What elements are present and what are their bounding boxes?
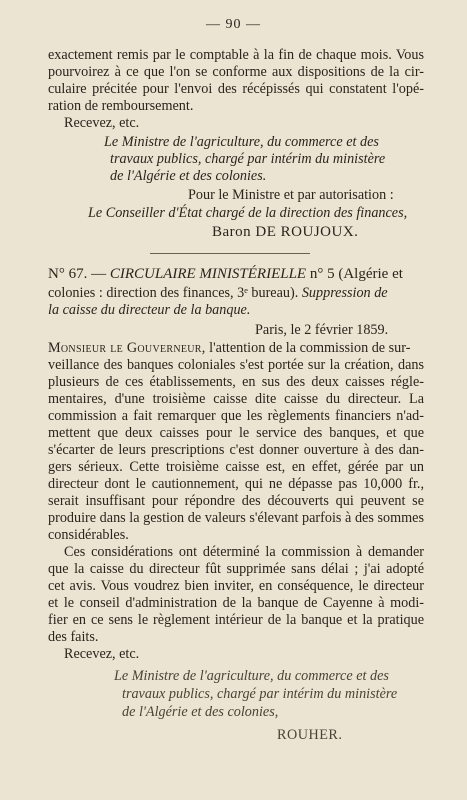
closing: Recevez, etc. [64,646,140,662]
text-line: veillance des banques coloniales s'est portée sur la création, dans [48,357,424,373]
signature: Baron DE ROUJOUX. [212,224,359,240]
circular-subheading [48,285,388,301]
minister-line: travaux publics, chargé par intérim du ministère [122,686,398,702]
text-line: commission a fait remarquer que les règlements financiers n'ad- [48,408,424,424]
salutation: Monsieur le Gouverneur, [48,340,206,356]
section-divider [150,253,310,254]
text-line: que la caisse du directeur fût supprimée sans délai ; j'ai adopté [48,561,424,577]
text-line: mentaires, d'une troisième caisse dite caisse du directeur. La [48,391,424,407]
minister-line: de l'Algérie et des colonies. [110,168,267,184]
text-line: culaire précitée pour l'envoi des récépissés qui constatent l'opé- [48,81,424,97]
circular-subject-cont: la caisse du directeur de la banque. [48,302,251,318]
para1-first-line [48,340,410,356]
text-line: serait insuffisant pour répondre des découverts qui peuvent se [48,493,424,509]
text-line: fier en ce sens le règlement intérieur de la banque et la pratique [48,612,424,628]
text-line: exactement remis par le comptable à la fin de chaque mois. Vous [48,47,424,63]
text-line: cet avis. Vous voudrez bien inviter, en conséquence, le directeur [48,578,424,594]
minister-line: travaux publics, chargé par intérim du ministère [110,151,386,167]
para1-first-text: l'attention de la commission de sur- [205,340,411,356]
circular-direction: colonies : direction des finances, 3ᵉ bureau). [48,285,302,301]
circular-title: CIRCULAIRE MINISTÉRIELLE [109,266,307,282]
page-number: — 90 — [206,17,261,32]
text-line: s'écarter de leurs prescriptions c'est donner ouverture à des dan- [48,442,424,458]
minister-line: Le Ministre de l'agriculture, du commerce et des [114,668,389,684]
minister-line: de l'Algérie et des colonies, [122,704,279,720]
text-line: gers sérieux. Cette troisième caisse est, en effet, gérée par un [48,459,424,475]
authorization-line: Pour le Ministre et par autorisation : [188,187,394,203]
heading-dash: — [87,266,110,282]
signature: ROUHER. [277,727,343,743]
text-line: pourvoirez à ce que l'on se conforme aux dispositions de la cir- [48,64,424,80]
closing: Recevez, etc. [64,115,140,131]
circular-number: N° 67. [48,266,88,282]
circular-subject: Suppression de [301,285,388,301]
text-line: considérables. [48,527,129,543]
date-line: Paris, le 2 février 1859. [255,322,389,338]
circular-heading [48,266,424,282]
text-line: des faits. [48,629,99,645]
minister-line: Le Ministre de l'agriculture, du commerce et des [104,134,379,150]
text-line: produire dans la gestion de valeurs s'élevant parfois à des sommes [48,510,424,526]
text-line: Ces considérations ont déterminé la commission à demander [64,544,424,560]
counselor-line: Le Conseiller d'État chargé de la direction des finances, [88,205,408,221]
text-line: ration de remboursement. [48,98,194,114]
text-line: plusieurs de ces établissements, en sus des deux caisses régle- [48,374,424,390]
text-line: mettent que deux caisses pour le service des banques, et que [48,425,424,441]
text-line: directeur dont le cautionnement, qui ne dépasse pas 10,000 fr., [48,476,424,492]
text-line: et le conseil d'administration de la banque de Cayenne à modi- [48,595,424,611]
circular-heading-rest: n° 5 (Algérie et [306,266,403,282]
